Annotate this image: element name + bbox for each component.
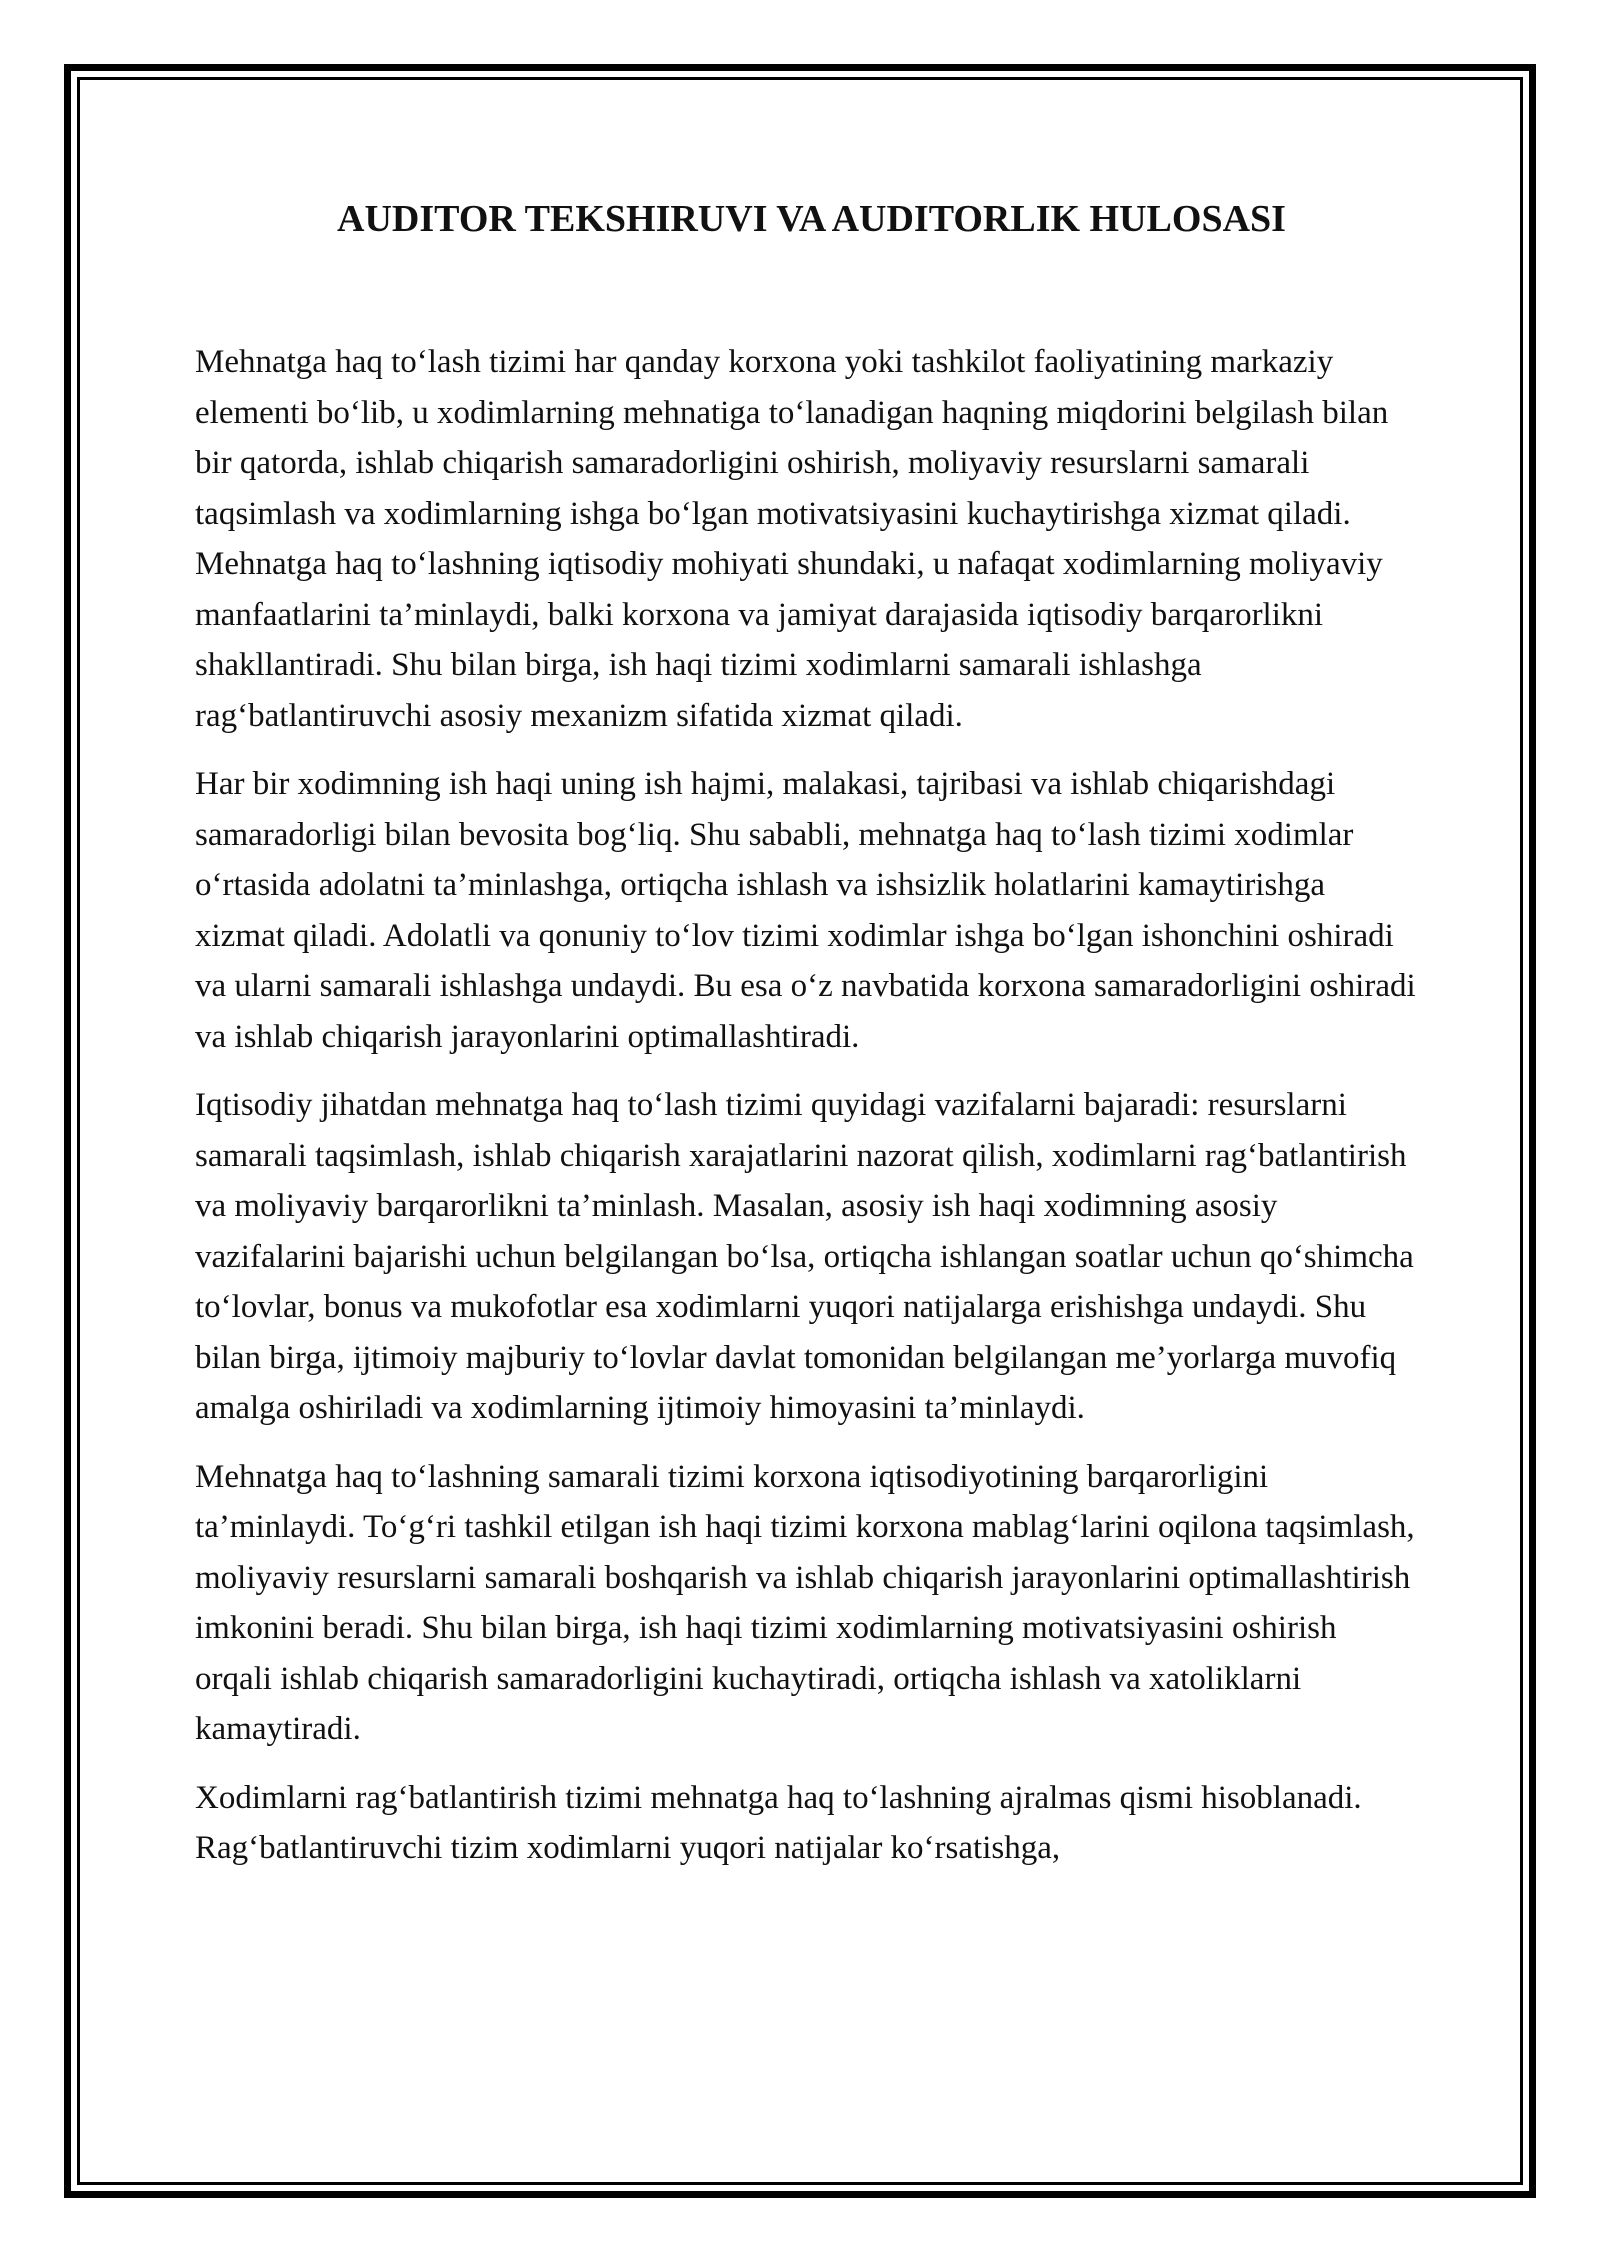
paragraph-2: Har bir xodimning ish haqi uning ish hajmi, malakasi, tajribasi va ishlab chiqarishdagi samaradorligi bilan bevosita bog‘liq. Shu sababli, mehnatga haq to‘lash tizimi xodimlar o‘rtasida adolatni ta’minlashga, ortiqcha ishlash va ishsizlik holatlarini kamaytirishga xizmat qiladi. Adolatli va qonuniy to‘lov tizimi xodimlar ishga bo‘lgan ishonchini oshiradi va ularni samarali ishlashga undaydi. Bu esa o‘z navbatida korxona samaradorligini oshiradi va ishlab chiqarish jarayonlarini optimallashtiradi. bbox=[195, 766, 1416, 1055]
document-title: AUDITOR TEKSHIRUVI VA AUDITORLIK HULOSASI bbox=[337, 198, 1286, 240]
paragraph-4: Mehnatga haq to‘lashning samarali tizimi korxona iqtisodiyotining barqarorligini ta’minlaydi. To‘g‘ri tashkil etilgan ish haqi tizimi korxona mablag‘larini oqilona taqsimlash, moliyaviy resurslarni samarali boshqarish va ishlab chiqarish jarayonlarini optimallashtirish imkonini beradi. Shu bilan birga, ish haqi tizimi xodimlarning motivatsiyasini oshirish orqali ishlab chiqarish samaradorligini kuchaytiradi, ortiqcha ishlash va xatoliklarni kamaytiradi. bbox=[195, 1458, 1415, 1747]
paragraph-1: Mehnatga haq to‘lash tizimi har qanday korxona yoki tashkilot faoliyatining markaziy elementi bo‘lib, u xodimlarning mehnatiga to‘lanadigan haqning miqdorini belgilash bilan bir qatorda, ishlab chiqarish samaradorligini oshirish, moliyaviy resurslarni samarali taqsimlash va xodimlarning ishga bo‘lgan motivatsiyasini kuchaytirishga xizmat qiladi. Mehnatga haq to‘lashning iqtisodiy mohiyati shundaki, u nafaqat xodimlarning moliyaviy manfaatlarini ta’minlaydi, balki korxona va jamiyat darajasida iqtisodiy barqarorlikni shakllantiradi. Shu bilan birga, ish haqi tizimi xodimlarni samarali ishlashga rag‘batlantiruvchi asosiy mexanizm sifatida xizmat qiladi. bbox=[195, 344, 1389, 734]
paragraph-5: Xodimlarni rag‘batlantirish tizimi mehnatga haq to‘lashning ajralmas qismi hisoblanadi. Rag‘batlantiruvchi tizim xodimlarni yuqori natijalar ko‘rsatishga, bbox=[195, 1779, 1362, 1866]
paragraph-3: Iqtisodiy jihatdan mehnatga haq to‘lash tizimi quyidagi vazifalarni bajaradi: resurslarni samarali taqsimlash, ishlab chiqarish xarajatlarini nazorat qilish, xodimlarni rag‘batlantirish va moliyaviy barqarorlikni ta’minlash. Masalan, asosiy ish haqi xodimning asosiy vazifalarini bajarishi uchun belgilangan bo‘lsa, ortiqcha ishlangan soatlar uchun qo‘shimcha to‘lovlar, bonus va mukofotlar esa xodimlarni yuqori natijalarga erishishga undaydi. Shu bilan birga, ijtimoiy majburiy to‘lovlar davlat tomonidan belgilangan me’yorlarga muvofiq amalga oshiriladi va xodimlarning ijtimoiy himoyasini ta’minlaydi. bbox=[195, 1087, 1414, 1426]
document-body bbox=[195, 195, 1420, 1892]
